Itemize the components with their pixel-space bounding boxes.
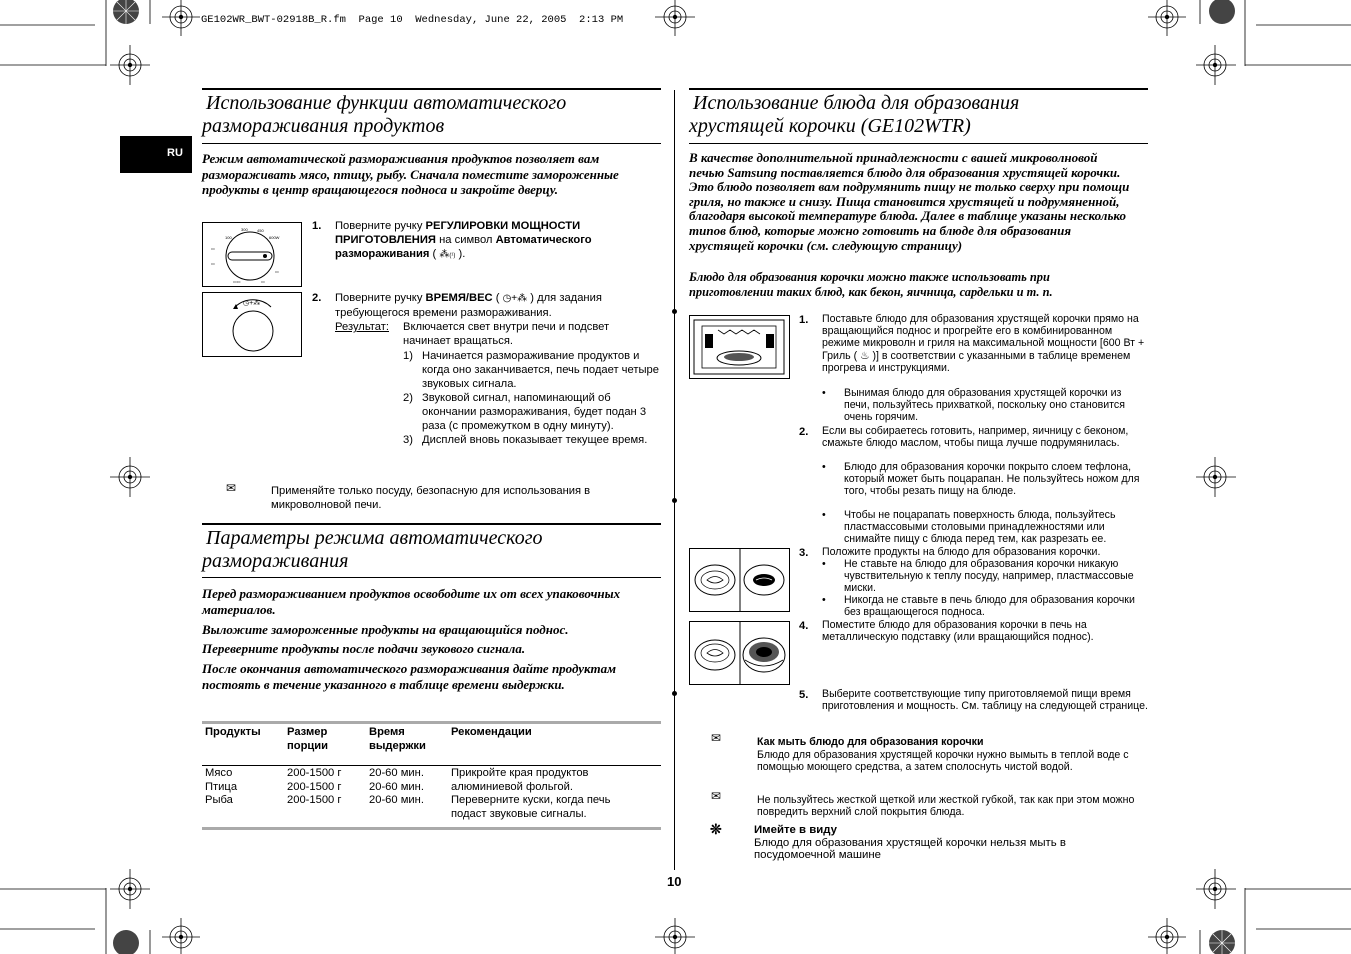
table-cell bbox=[205, 767, 287, 821]
step-text-part: на символ bbox=[435, 234, 496, 246]
bullet-text: Не ставьте на блюдо для образования корочки никакую чувствительную к теплу посуду, например, пластмассовые миски. bbox=[844, 558, 1134, 595]
bullet-item bbox=[822, 387, 1148, 424]
section-rule bbox=[202, 523, 661, 525]
step-text bbox=[822, 313, 1148, 374]
language-tab-label: RU bbox=[167, 147, 183, 159]
bullet-icon: • bbox=[822, 509, 826, 521]
table-bottom-rule bbox=[202, 827, 661, 830]
svg-text:450: 450 bbox=[257, 228, 264, 233]
note-icon: ✉ bbox=[711, 789, 722, 803]
center-divider bbox=[674, 90, 675, 870]
defrost-table bbox=[205, 726, 661, 753]
table-cell-line: Птица bbox=[205, 780, 238, 793]
oven-figure bbox=[689, 315, 790, 379]
section-rule bbox=[689, 143, 1148, 144]
defrost-table-body bbox=[205, 767, 661, 821]
table-cell-line: Рыба bbox=[205, 794, 233, 806]
table-cell bbox=[369, 767, 451, 821]
section-rule bbox=[689, 88, 1148, 90]
step-text-part: Поверните ручку bbox=[335, 292, 426, 304]
step-number: 5. bbox=[799, 689, 809, 701]
section-intro-secondary: Блюдо для образования корочки можно также использовать при приготовлении таких блюд, как бекон, яичница, сардельки и т. п. bbox=[689, 270, 1053, 299]
result-item-number: 1) bbox=[403, 350, 413, 362]
table-header-rule bbox=[202, 765, 661, 766]
step-number: 2. bbox=[799, 426, 809, 438]
grill-icon: ♨ bbox=[860, 349, 870, 362]
note-text: Блюдо для образования хрустящей корочки нужно вымыть в теплой воде с помощью моющего средства, а затем сполоснуть чистой водой. bbox=[757, 749, 1129, 774]
bullet-icon: • bbox=[822, 387, 826, 399]
table-cell-line: 20-60 мин. bbox=[369, 794, 424, 806]
timer-weight-icon: ◷+⁂ bbox=[502, 293, 528, 304]
bullet-item bbox=[822, 461, 1148, 498]
instruction-paragraph: Выложите замороженные продукты на вращающийся поднос. bbox=[202, 622, 569, 637]
section-rule bbox=[202, 88, 661, 90]
svg-text:▭▭: ▭▭ bbox=[233, 279, 241, 284]
plate-food-icon bbox=[690, 549, 789, 611]
step-text-part: )] в соответствии с указанными в таблице временем прогрева и инструкциями. bbox=[822, 349, 1131, 374]
important-icon: ❊ bbox=[710, 821, 722, 837]
auto-defrost-icon: ⁂(¹) bbox=[439, 249, 456, 260]
step-text bbox=[335, 219, 655, 263]
table-header-row bbox=[205, 726, 661, 753]
oven-crusty-plate-icon bbox=[690, 316, 789, 378]
bullet-item bbox=[822, 509, 1148, 546]
step-text: Положите продукты на блюдо для образования корочки. bbox=[822, 546, 1101, 558]
svg-text:600W: 600W bbox=[269, 235, 280, 240]
step-text-part: Поставьте блюдо для образования хрустящей корочки прямо на вращающийся поднос и прогрейте его в комбинированном режиме микроволн и гриля на максимальной мощности [600 Вт + Гриль ( bbox=[822, 313, 1145, 362]
section-title-line: размораживания bbox=[202, 550, 349, 572]
result-item-text: Начинается размораживание продуктов и когда оно заканчивается, печь подает четыре звуковых сигнала. bbox=[422, 350, 659, 390]
table-cell: Прикройте края продуктов алюминиевой фольгой. Переверните куски, когда печь подаст звуковые сигналы. bbox=[451, 767, 611, 820]
result-item bbox=[403, 349, 661, 391]
svg-text:▭: ▭ bbox=[211, 246, 215, 251]
svg-text:▭: ▭ bbox=[211, 261, 215, 266]
section-title bbox=[202, 92, 661, 138]
section-title bbox=[202, 527, 661, 573]
plate-figure-bottom bbox=[689, 621, 790, 685]
section-title bbox=[689, 92, 1148, 138]
plate-in-oven-icon bbox=[690, 622, 789, 684]
power-knob-figure bbox=[202, 222, 302, 287]
table-top-rule bbox=[202, 721, 661, 724]
note-icon: ✉ bbox=[226, 481, 237, 495]
result-item-number: 3) bbox=[403, 434, 413, 446]
section-title-line: хрустящей корочки (GE102WTR) bbox=[689, 115, 971, 137]
bullet-item bbox=[822, 558, 1148, 595]
step-number: 2. bbox=[312, 292, 322, 304]
bullet-text: Вынимая блюдо для образования хрустящей корочки из печи, пользуйтесь прихваткой, поскольку оно становится очень горячим. bbox=[844, 387, 1125, 424]
svg-text:▭: ▭ bbox=[275, 269, 279, 274]
center-dot bbox=[672, 691, 677, 696]
table-row bbox=[205, 767, 661, 821]
table-header-cell: Размер порции bbox=[287, 726, 329, 752]
step-text: Выберите соответствующие типу приготовляемой пищи время приготовления и мощность. См. таблицу на следующей странице. bbox=[822, 688, 1148, 713]
step-text: Поместите блюдо для образования корочки в печь на металлическую подставку (или вращающийся поднос). bbox=[822, 619, 1094, 644]
table-cell-line: 20-60 мин. bbox=[369, 767, 424, 779]
power-knob-icon bbox=[203, 223, 301, 286]
important-text: Блюдо для образования хрустящей корочки нельзя мыть в посудомоечной машине bbox=[754, 837, 1066, 862]
section-rule bbox=[202, 577, 661, 578]
table-cell-line: Мясо bbox=[205, 767, 233, 779]
step-number: 3. bbox=[799, 547, 809, 559]
bullet-text: Никогда не ставьте в печь блюдо для образования корочки без вращающегося подноса. bbox=[844, 594, 1135, 619]
table-cell-line: 200-1500 г bbox=[287, 794, 342, 806]
important-title: Имейте в виду bbox=[754, 824, 837, 836]
table-header-cell: Продукты bbox=[205, 726, 261, 738]
result-item-text: Звуковой сигнал, напоминающий об окончании размораживания, будет подан 3 раза (с промежутком в одну минуту). bbox=[422, 392, 647, 432]
note-text: Не пользуйтесь жесткой щеткой или жесткой губкой, так как при этом можно повредить верхний слой покрытия блюда. bbox=[757, 794, 1135, 819]
print-header: GE102WR_BWT-02918B_R.fm Page 10 Wednesday, June 22, 2005 2:13 PM bbox=[201, 14, 624, 26]
note-title: Как мыть блюдо для образования корочки bbox=[757, 736, 984, 748]
table-cell-line: 200-1500 г bbox=[287, 767, 342, 779]
section-title-line: размораживания продуктов bbox=[202, 115, 445, 137]
instruction-paragraph: После окончания автоматического размораживания дайте продуктам постоять в течение указанного в таблице времени выдержки. bbox=[202, 661, 616, 692]
result-item bbox=[403, 433, 661, 447]
center-dot bbox=[672, 309, 677, 314]
bullet-icon: • bbox=[822, 594, 826, 606]
note-icon: ✉ bbox=[711, 731, 722, 745]
center-dot bbox=[672, 498, 677, 503]
section-title-line: Параметры режима автоматического bbox=[206, 527, 543, 549]
step-text-part: ( bbox=[429, 248, 440, 260]
timer-knob-icon bbox=[203, 293, 301, 356]
table-cell bbox=[287, 767, 369, 821]
step-text-bold: РЕГУЛИРОВКИ МОЩНОСТИ ПРИГОТОВЛЕНИЯ bbox=[335, 220, 581, 246]
result-item-text: Дисплей вновь показывает текущее время. bbox=[422, 434, 648, 446]
table-cell-line: 20-60 мин. bbox=[369, 780, 424, 793]
svg-text:◷+⁂: ◷+⁂ bbox=[243, 300, 261, 307]
step-number: 4. bbox=[799, 620, 809, 632]
instruction-paragraph: Переверните продукты после подачи звукового сигнала. bbox=[202, 641, 526, 656]
svg-text:300: 300 bbox=[241, 227, 248, 232]
result-label: Результат: bbox=[335, 321, 389, 333]
table-cell-line: 200-1500 г bbox=[287, 780, 342, 793]
step-text-bold: Автоматического размораживания bbox=[335, 234, 592, 260]
note-text: Применяйте только посуду, безопасную для использования в микроволновой печи. bbox=[271, 485, 591, 511]
step-text-part: Поверните ручку bbox=[335, 220, 426, 232]
plate-figure-top bbox=[689, 548, 790, 612]
step-text: Если вы собираетесь готовить, например, яичницу с беконом, смажьте блюдо маслом, чтобы пища лучше подрумянилась. bbox=[822, 425, 1129, 450]
timer-knob-figure bbox=[202, 292, 302, 357]
section-intro: Режим автоматической размораживания продуктов позволяет вам размораживать мясо, птицу, рыбу. Сначала поместите замороженные продукты в центр вращающегося подноса и закройте дверцу. bbox=[202, 151, 619, 197]
step-text-part: ( bbox=[492, 292, 503, 304]
step-text-bold: ВРЕМЯ/ВЕС bbox=[425, 292, 493, 304]
section-title-line: Использование функции автоматического bbox=[206, 92, 567, 114]
step-text-part: ). bbox=[455, 248, 466, 260]
bullet-text: Блюдо для образования корочки покрыто слоем тефлона, который может быть поцарапан. Не пользуйтесь ножом для того, чтобы резать пищу на блюде. bbox=[844, 461, 1140, 498]
bullet-item bbox=[822, 594, 1148, 618]
bullet-icon: • bbox=[822, 461, 826, 473]
table-header-cell: Время выдержки bbox=[369, 726, 426, 752]
page-number: 10 bbox=[667, 874, 682, 889]
table-header-cell: Рекомендации bbox=[451, 726, 532, 738]
step-text-part: ) для задания требующегося времени размораживания. bbox=[335, 292, 602, 319]
step-text bbox=[335, 291, 655, 320]
result-text: Включается свет внутри печи и подсвет начинает вращаться. bbox=[403, 321, 610, 347]
bullet-icon: • bbox=[822, 558, 826, 570]
svg-text:▭: ▭ bbox=[261, 279, 265, 284]
section-intro: В качестве дополнительной принадлежности с вашей микроволновой печью Samsung поставляется блюдо для образования хрустящей корочки. Это блюдо позволяет вам подрумянить пищу не только сверху при помощи гриля, но также и снизу. Пища становится хрустящей и подрумяненной, благодаря высокой температуре блюда. Далее в таблице указаны несколько типов блюд, которые можно готовить на блюде для образования хрустящей корочки (см. следующую страницу) bbox=[689, 150, 1130, 253]
bullet-text: Чтобы не поцарапать поверхность блюда, пользуйтесь пластмассовыми столовыми принадлежностями или снимайте пищу с блюда перед тем, как разрезать ее. bbox=[844, 509, 1116, 546]
svg-text:100: 100 bbox=[225, 235, 232, 240]
step-number: 1. bbox=[312, 220, 322, 232]
result-item bbox=[403, 391, 661, 433]
result-item-number: 2) bbox=[403, 392, 413, 404]
result-list bbox=[403, 349, 661, 447]
instruction-paragraph: Перед размораживанием продуктов освободите их от всех упаковочных материалов. bbox=[202, 586, 621, 617]
section-rule bbox=[202, 143, 661, 144]
step-number: 1. bbox=[799, 314, 809, 326]
section-title-line: Использование блюда для образования bbox=[693, 92, 1020, 114]
